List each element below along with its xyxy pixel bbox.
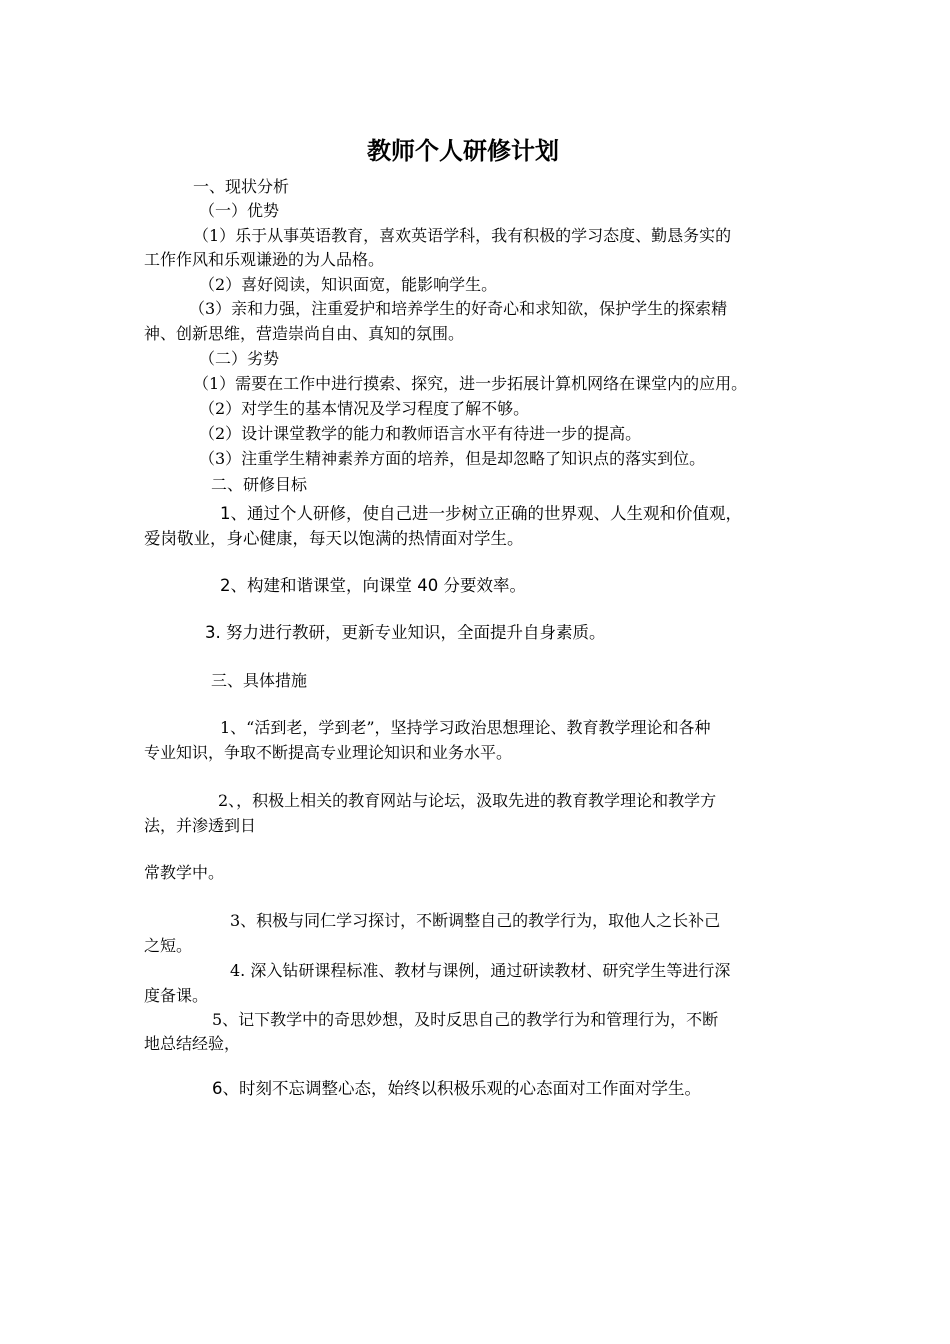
- paragraph-line: 5、记下教学中的奇思妙想，及时反思自己的教学行为和管理行为，不断: [212, 1010, 719, 1029]
- paragraph-line: （2）喜好阅读，知识面宽，能影响学生。: [199, 275, 498, 294]
- paragraph-line: 地总结经验，: [144, 1034, 241, 1053]
- paragraph-line: 4. 深入钻研课程标准、教材与课例，通过研读教材、研究学生等进行深: [230, 961, 731, 980]
- paragraph-line: 1、通过个人研修，使自己进一步树立正确的世界观、人生观和价值观，: [220, 504, 742, 523]
- subsection-heading-strengths: （一）优势: [199, 201, 280, 220]
- paragraph-line: 2、构建和谐课堂，向课堂 40 分要效率。: [220, 576, 526, 595]
- paragraph-line: 之短。: [144, 936, 193, 955]
- document-title: 教师个人研修计划: [367, 137, 559, 165]
- section-heading-measures: 三、具体措施: [211, 671, 308, 690]
- subsection-heading-weaknesses: （二）劣势: [199, 349, 280, 368]
- section-heading-goals: 二、研修目标: [211, 475, 308, 494]
- section-heading-status: 一、现状分析: [193, 177, 290, 196]
- paragraph-line: 爱岗敬业，身心健康，每天以饱满的热情面对学生。: [144, 529, 524, 548]
- paragraph-line: （2）设计课堂教学的能力和教师语言水平有待进一步的提高。: [199, 424, 642, 443]
- paragraph-line: 神、创新思维，营造崇尚自由、真知的氛围。: [144, 324, 465, 343]
- paragraph-line: 3、积极与同仁学习探讨，不断调整自己的教学行为，取他人之长补己: [230, 911, 721, 930]
- paragraph-line: 常教学中。: [144, 863, 225, 882]
- paragraph-line: 1、“活到老，学到老”，坚持学习政治思想理论、教育教学理论和各种: [220, 718, 711, 737]
- paragraph-line: （1）乐于从事英语教育，喜欢英语学科，我有积极的学习态度、勤恳务实的: [193, 226, 732, 245]
- paragraph-line: （1）需要在工作中进行摸索、探究，进一步拓展计算机网络在课堂内的应用。: [193, 374, 748, 393]
- paragraph-line: 法，并渗透到日: [144, 816, 257, 835]
- paragraph-line: 6、时刻不忘调整心态，始终以积极乐观的心态面对工作面对学生。: [212, 1079, 701, 1098]
- paragraph-line: 度备课。: [144, 986, 209, 1005]
- paragraph-line: 专业知识，争取不断提高专业理论知识和业务水平。: [144, 743, 513, 762]
- paragraph-line: （3）亲和力强，注重爱护和培养学生的好奇心和求知欲，保护学生的探索精: [189, 299, 728, 318]
- paragraph-line: （2）对学生的基本情况及学习程度了解不够。: [199, 399, 530, 418]
- paragraph-line: 3. 努力进行教研，更新专业知识，全面提升自身素质。: [205, 623, 606, 642]
- paragraph-line: （3）注重学生精神素养方面的培养，但是却忽略了知识点的落实到位。: [199, 449, 706, 468]
- paragraph-line: 工作作风和乐观谦逊的为人品格。: [144, 250, 385, 269]
- paragraph-line: 2、，积极上相关的教育网站与论坛，汲取先进的教育教学理论和教学方: [218, 791, 717, 810]
